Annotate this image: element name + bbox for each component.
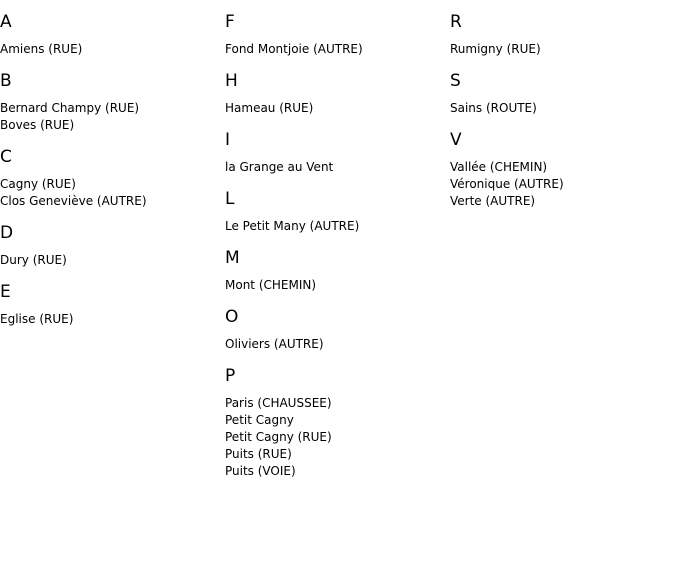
- letter-group-v: [450, 129, 670, 210]
- street-list: [225, 336, 445, 353]
- letter-group-c: [0, 146, 220, 210]
- letter-group-e: [0, 281, 220, 328]
- street-link[interactable]: Verte (AUTRE): [450, 194, 536, 208]
- letter-group-p: [225, 365, 445, 480]
- letter-heading: E: [0, 282, 11, 302]
- letter-heading: C: [0, 147, 12, 167]
- street-list: [450, 100, 670, 117]
- street-list: [0, 100, 220, 134]
- street-link[interactable]: Puits (RUE): [225, 447, 292, 461]
- street-link[interactable]: Véronique (AUTRE): [450, 177, 564, 191]
- street-link[interactable]: Petit Cagny: [225, 413, 294, 427]
- street-list: [0, 311, 220, 328]
- street-link[interactable]: Cagny (RUE): [0, 177, 76, 191]
- street-list: [450, 159, 670, 210]
- street-list: [225, 395, 445, 480]
- index-column-1: [0, 11, 220, 340]
- letter-group-d: [0, 222, 220, 269]
- street-link[interactable]: Puits (VOIE): [225, 464, 296, 478]
- street-list: [0, 41, 220, 58]
- street-link[interactable]: Paris (CHAUSSEE): [225, 396, 332, 410]
- street-link[interactable]: la Grange au Vent: [225, 160, 334, 174]
- street-list: [0, 252, 220, 269]
- street-link[interactable]: Boves (RUE): [0, 118, 75, 132]
- letter-heading: H: [225, 71, 238, 91]
- letter-heading: F: [225, 12, 235, 32]
- street-link[interactable]: Dury (RUE): [0, 253, 67, 267]
- index-column-3: [450, 11, 670, 222]
- street-list: [225, 159, 445, 176]
- letter-group-a: [0, 11, 220, 58]
- street-link[interactable]: Sains (ROUTE): [450, 101, 537, 115]
- letter-heading: R: [450, 12, 462, 32]
- letter-heading: A: [0, 12, 12, 32]
- letter-group-m: [225, 247, 445, 294]
- street-link[interactable]: Amiens (RUE): [0, 42, 83, 56]
- street-link[interactable]: Hameau (RUE): [225, 101, 314, 115]
- street-link[interactable]: Mont (CHEMIN): [225, 278, 317, 292]
- street-link[interactable]: Petit Cagny (RUE): [225, 430, 332, 444]
- letter-heading: B: [0, 71, 12, 91]
- letter-heading: V: [450, 130, 462, 150]
- letter-heading: M: [225, 248, 240, 268]
- letter-heading: S: [450, 71, 461, 91]
- street-link[interactable]: Clos Geneviève (AUTRE): [0, 194, 147, 208]
- letter-heading: P: [225, 366, 236, 386]
- letter-group-r: [450, 11, 670, 58]
- street-link[interactable]: Fond Montjoie (AUTRE): [225, 42, 363, 56]
- letter-group-o: [225, 306, 445, 353]
- street-list: [225, 41, 445, 58]
- street-list: [0, 176, 220, 210]
- street-link[interactable]: Le Petit Many (AUTRE): [225, 219, 360, 233]
- letter-heading: I: [225, 130, 231, 150]
- street-list: [225, 277, 445, 294]
- street-link[interactable]: Eglise (RUE): [0, 312, 74, 326]
- letter-group-s: [450, 70, 670, 117]
- letter-heading: O: [225, 307, 239, 327]
- street-link[interactable]: Rumigny (RUE): [450, 42, 541, 56]
- street-list: [225, 218, 445, 235]
- letter-group-b: [0, 70, 220, 134]
- letter-group-l: [225, 188, 445, 235]
- street-list: [450, 41, 670, 58]
- street-link[interactable]: Bernard Champy (RUE): [0, 101, 140, 115]
- street-list: [225, 100, 445, 117]
- letter-group-h: [225, 70, 445, 117]
- letter-group-f: [225, 11, 445, 58]
- letter-group-i: [225, 129, 445, 176]
- index-column-2: [225, 11, 445, 492]
- letter-heading: L: [225, 189, 235, 209]
- letter-heading: D: [0, 223, 14, 243]
- street-link[interactable]: Oliviers (AUTRE): [225, 337, 324, 351]
- street-link[interactable]: Vallée (CHEMIN): [450, 160, 548, 174]
